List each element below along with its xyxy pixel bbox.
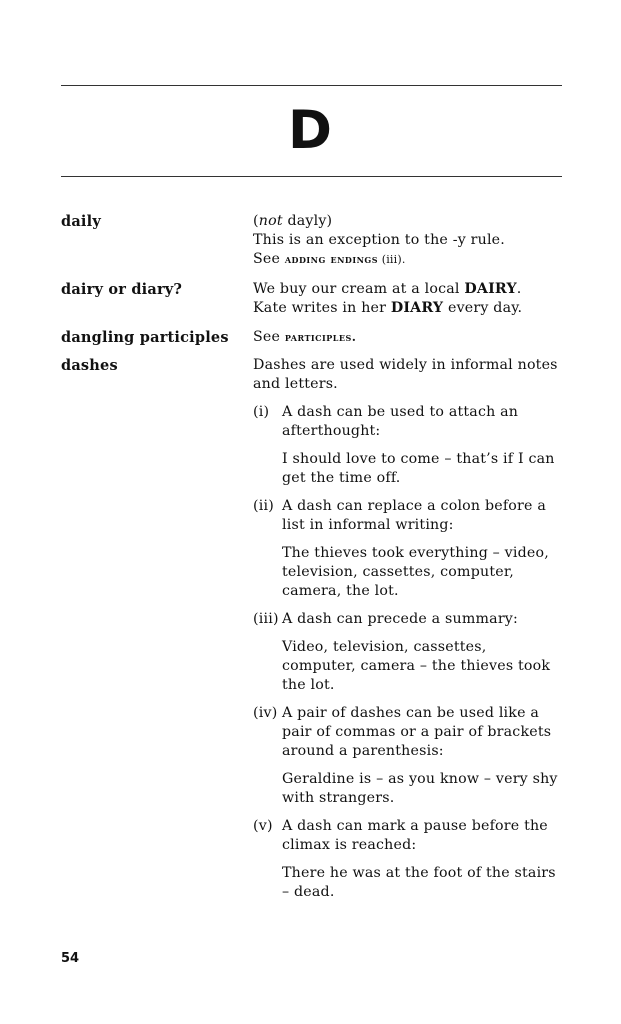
item-number: (i) bbox=[253, 404, 270, 420]
cross-reference: See participles. bbox=[253, 329, 357, 345]
item-example: Geraldine is – as you know – very shy with strangers. bbox=[282, 771, 558, 806]
keyword-diary: DIARY bbox=[390, 300, 444, 316]
item-text: A dash can replace a colon before a list in informal writing: bbox=[282, 498, 546, 533]
item-example: There he was at the foot of the stairs – dead. bbox=[282, 865, 556, 900]
item-number: (iii) bbox=[253, 611, 279, 627]
entry-definition bbox=[253, 356, 562, 902]
definition-line: Kate writes in her DIARY every day. bbox=[253, 300, 523, 316]
dashes-intro: Dashes are used widely in informal notes and letters. bbox=[253, 357, 558, 392]
entry-term: dashes bbox=[61, 357, 118, 374]
usage-item bbox=[253, 497, 562, 601]
top-divider bbox=[61, 85, 562, 86]
usage-item bbox=[253, 610, 562, 695]
bottom-divider bbox=[61, 176, 562, 177]
cross-reference-link: adding endings bbox=[284, 252, 378, 266]
item-text: A dash can precede a summary: bbox=[282, 611, 518, 627]
emphasis-not: not bbox=[258, 213, 283, 229]
usage-item bbox=[253, 403, 562, 488]
entry-term: daily bbox=[61, 213, 101, 230]
entry-dashes bbox=[61, 356, 562, 911]
entry-term: dairy or diary? bbox=[61, 281, 183, 298]
item-number: (v) bbox=[253, 818, 273, 834]
usage-item bbox=[253, 704, 562, 808]
entry-term: dangling participles bbox=[61, 329, 229, 346]
keyword-dairy: DAIRY bbox=[464, 281, 517, 297]
entry-dangling-participles bbox=[61, 328, 562, 347]
entry-dairy-or-diary bbox=[61, 280, 562, 318]
page-number: 54 bbox=[61, 951, 80, 966]
definition-line: This is an exception to the -y rule. bbox=[253, 232, 505, 248]
definition-line: We buy our cream at a local DAIRY. bbox=[253, 281, 522, 297]
entry-daily bbox=[61, 212, 562, 269]
cross-reference-link: participles. bbox=[284, 330, 357, 344]
item-example: I should love to come – that’s if I can get the time off. bbox=[282, 451, 555, 486]
entry-definition bbox=[253, 328, 562, 347]
item-text: A pair of dashes can be used like a pair of commas or a pair of brackets around a parenthesis: bbox=[282, 705, 552, 759]
cross-reference: See adding endings (iii). bbox=[253, 251, 406, 267]
item-number: (iv) bbox=[253, 705, 278, 721]
item-text: A dash can mark a pause before the climax is reached: bbox=[282, 818, 548, 853]
item-text: A dash can be used to attach an afterthought: bbox=[282, 404, 519, 439]
section-letter: D bbox=[288, 100, 333, 161]
item-example: Video, television, cassettes, computer, camera – the thieves took the lot. bbox=[282, 639, 551, 693]
item-example: The thieves took everything – video, television, cassettes, computer, camera, the lot. bbox=[282, 545, 549, 599]
definition-line: (not dayly) bbox=[253, 213, 333, 229]
entry-definition bbox=[253, 212, 562, 269]
usage-item bbox=[253, 817, 562, 902]
item-number: (ii) bbox=[253, 498, 274, 514]
entry-definition bbox=[253, 280, 562, 318]
